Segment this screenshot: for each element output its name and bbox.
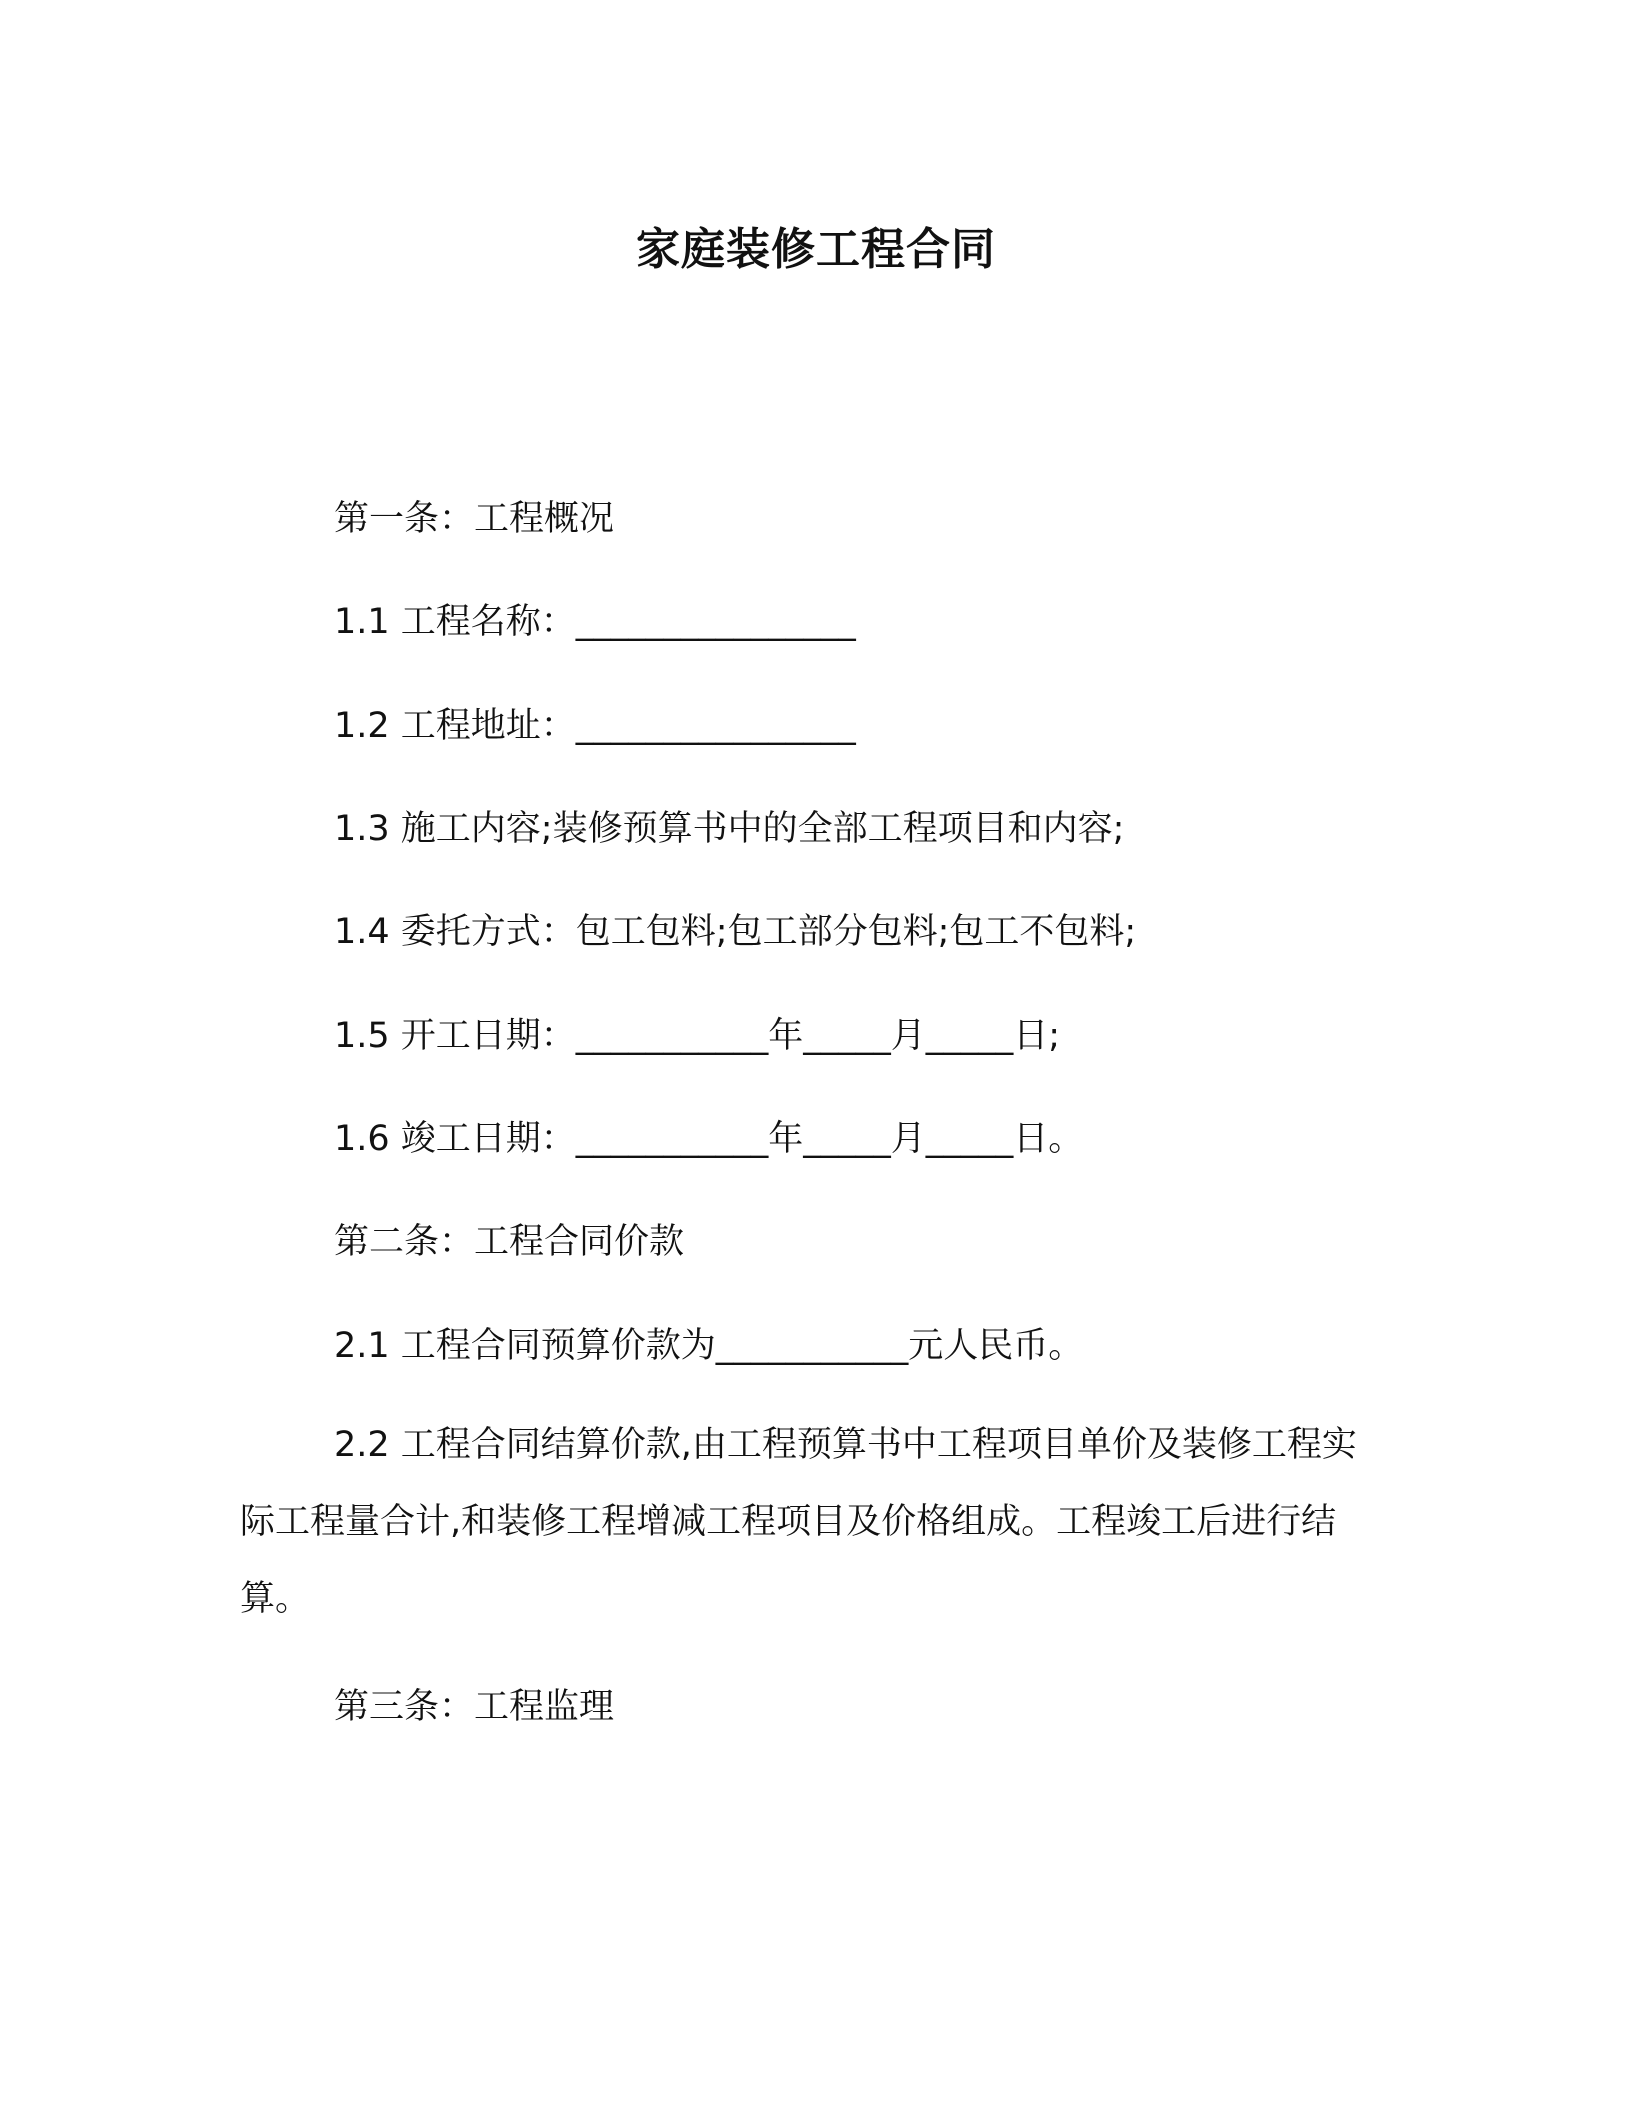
article-1-heading: 第一条：工程概况 — [334, 499, 615, 539]
clause-2-2: 2.2 工程合同结算价款,由工程预算书中工程项目单价及装修工程实际工程量合计,和装修工程增减工程项目及价格组成。工程竣工后进行结算。 — [240, 1425, 1357, 1619]
article-2-heading: 第二条：工程合同价款 — [334, 1222, 685, 1262]
article-3-heading: 第三条：工程监理 — [334, 1687, 615, 1727]
clause-1-6: 1.6 竣工日期：___________年_____月_____日。 — [334, 1119, 1084, 1159]
clause-1-3: 1.3 施工内容;装修预算书中的全部工程项目和内容; — [334, 809, 1125, 849]
document-title: 家庭装修工程合同 — [636, 224, 996, 275]
clause-2-1: 2.1 工程合同预算价款为___________元人民币。 — [334, 1326, 1084, 1366]
clause-1-5: 1.5 开工日期：___________年_____月_____日; — [334, 1016, 1061, 1056]
clause-1-4: 1.4 委托方式：包工包料;包工部分包料;包工不包料; — [334, 912, 1137, 952]
clause-1-2: 1.2 工程地址：________________ — [334, 706, 856, 746]
clause-1-1: 1.1 工程名称：________________ — [334, 602, 856, 642]
